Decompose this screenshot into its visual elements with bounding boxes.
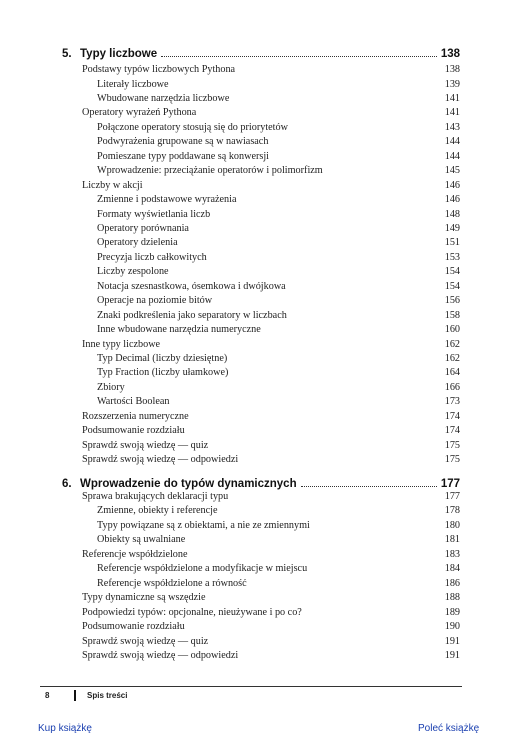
toc-entry[interactable]	[82, 548, 460, 561]
toc-entry-title: Sprawdź swoją wiedzę — odpowiedzi	[82, 650, 239, 661]
toc-entry-page: 186	[444, 577, 460, 589]
toc-entry-title: Referencje współdzielone	[82, 548, 188, 560]
toc-entry-page: 174	[444, 410, 460, 422]
chapter-number: 6.	[62, 478, 72, 490]
toc-entry-title: Podpowiedzi typów: opcjonalne, nieużywane i po co?	[82, 606, 302, 618]
toc-entry-title: Typ Fraction (liczby ułamkowe)	[97, 367, 229, 379]
toc-entry[interactable]	[97, 395, 460, 408]
toc-entry-page: 175	[444, 439, 460, 451]
dot-leader	[161, 56, 437, 57]
toc-entry-page: 174	[444, 425, 460, 437]
toc-entry[interactable]	[97, 577, 460, 590]
toc-entry-title: Sprawdź swoją wiedzę — odpowiedzi	[82, 454, 239, 466]
toc-entry-title: Formaty wyświetlania liczb	[97, 208, 211, 220]
toc-entry-page: 181	[444, 534, 460, 546]
toc-entry-title: Podwyrażenia grupowane są w nawiasach	[97, 136, 269, 148]
toc-entry[interactable]	[97, 92, 460, 105]
toc-entry-title: Typ Decimal (liczby dziesiętne)	[97, 353, 228, 364]
footer-page-number: 8	[45, 691, 50, 700]
toc-entry[interactable]	[82, 453, 460, 466]
toc-entry-title: Referencje współdzielone a modyfikacje w miejscu	[97, 563, 308, 575]
toc-entry[interactable]	[97, 222, 460, 235]
toc-entry[interactable]	[97, 193, 460, 206]
toc-entry-title: Zbiory	[97, 381, 125, 393]
toc-entry-title: Inne wbudowane narzędzia numeryczne	[97, 324, 261, 336]
toc-entry[interactable]	[82, 179, 460, 192]
toc-entry-page: 162	[444, 353, 460, 364]
chapter-number: 5.	[62, 48, 72, 60]
chapter-page: 177	[440, 478, 460, 490]
toc-entry[interactable]	[97, 309, 460, 322]
toc-entry-title: Pomieszane typy poddawane są konwersji	[97, 150, 270, 162]
toc-entry-page: 145	[444, 165, 460, 177]
toc-entry-page: 146	[444, 179, 460, 191]
toc-entry[interactable]	[82, 338, 460, 351]
chapter-title: Wprowadzenie do typów dynamicznych	[80, 478, 297, 490]
footer-rule	[40, 686, 462, 687]
chapter-page: 138	[440, 48, 460, 60]
toc-entry-page: 158	[444, 309, 460, 321]
toc-entry[interactable]	[82, 620, 460, 633]
toc-entry-title: Operacje na poziomie bitów	[97, 295, 213, 307]
toc-entry-title: Typy dynamiczne są wszędzie	[82, 592, 206, 604]
toc-entry-title: Zmienne i podstawowe wyrażenia	[97, 194, 237, 205]
toc-entry[interactable]	[82, 490, 460, 503]
toc-entry-page: 141	[444, 107, 460, 119]
toc-entry-title: Operatory dzielenia	[97, 237, 178, 249]
toc-entry-page: 149	[444, 222, 460, 234]
toc-entry-page: 139	[444, 78, 460, 90]
toc-entry[interactable]	[82, 591, 460, 604]
toc-entry-page: 164	[444, 367, 460, 379]
toc-entry-page: 151	[444, 237, 460, 249]
toc-entry-title: Referencje współdzielone a równość	[97, 577, 247, 589]
toc-entry-page: 188	[444, 592, 460, 604]
toc-entry-page: 190	[444, 621, 460, 632]
toc-entry-title: Literały liczbowe	[97, 78, 169, 90]
toc-entry-page: 191	[444, 635, 460, 647]
toc-entry[interactable]	[97, 352, 460, 365]
toc-entry[interactable]	[97, 280, 460, 293]
toc-entry-page: 160	[444, 324, 460, 336]
recommend-book-link[interactable]: Poleć książkę	[418, 723, 480, 734]
toc-entry[interactable]	[82, 410, 460, 423]
toc-entry-page: 180	[444, 519, 460, 531]
toc-entry-page: 173	[444, 396, 460, 408]
toc-entry-page: 191	[444, 650, 460, 661]
toc-entry-title: Notacja szesnastkowa, ósemkowa i dwójkowa	[97, 280, 286, 292]
toc-entry-page: 141	[444, 92, 460, 104]
toc-entry-title: Operatory porównania	[97, 222, 189, 234]
toc-entry[interactable]	[82, 635, 460, 648]
toc-entry[interactable]	[82, 106, 460, 119]
toc-entry-title: Sprawdź swoją wiedzę — quiz	[82, 635, 209, 647]
toc-entry[interactable]	[97, 533, 460, 546]
toc-entry-page: 166	[444, 381, 460, 393]
toc-entry-page: 148	[444, 208, 460, 220]
toc-entry-page: 183	[444, 548, 460, 560]
toc-entry-title: Podsumowanie rozdziału	[82, 425, 185, 437]
toc-entry[interactable]	[97, 294, 460, 307]
toc-entry-title: Podstawy typów liczbowych Pythona	[82, 64, 236, 75]
toc-entry-title: Wbudowane narzędzia liczbowe	[97, 92, 230, 104]
toc-entry[interactable]	[97, 562, 460, 575]
footer-separator	[74, 690, 76, 701]
toc-entry[interactable]	[97, 366, 460, 379]
toc-entry[interactable]	[97, 323, 460, 336]
toc-entry-title: Liczby zespolone	[97, 266, 169, 278]
toc-entry[interactable]	[82, 424, 460, 437]
toc-entry-page: 154	[444, 266, 460, 278]
toc-entry-page: 175	[444, 454, 460, 466]
toc-entry[interactable]	[97, 519, 460, 532]
toc-entry-title: Obiekty są uwalniane	[97, 534, 186, 546]
toc-entry-title: Połączone operatory stosują się do priorytetów	[97, 121, 288, 133]
toc-entry-page: 154	[444, 280, 460, 292]
toc-entry[interactable]	[82, 63, 460, 76]
toc-entry[interactable]	[97, 208, 460, 221]
toc-entry-title: Rozszerzenia numeryczne	[82, 410, 189, 422]
toc-entry[interactable]	[97, 236, 460, 249]
toc-entry-title: Podsumowanie rozdziału	[82, 621, 185, 632]
toc-entry[interactable]	[97, 121, 460, 134]
toc-entry-title: Typy powiązane są z obiektami, a nie ze zmiennymi	[97, 519, 310, 531]
toc-entry[interactable]	[97, 381, 460, 394]
toc-entry-title: Operatory wyrażeń Pythona	[82, 107, 197, 119]
toc-entry-title: Precyzja liczb całkowitych	[97, 251, 207, 263]
toc-entry-title: Liczby w akcji	[82, 179, 143, 191]
toc-entry-page: 156	[444, 295, 460, 307]
toc-entry-page: 189	[444, 606, 460, 618]
chapter-heading[interactable]	[62, 474, 460, 490]
toc-entry-title: Znaki podkreślenia jako separatory w liczbach	[97, 309, 287, 321]
toc-entry-title: Wprowadzenie: przeciążanie operatorów i polimorfizm	[97, 165, 323, 177]
toc-entry[interactable]	[97, 135, 460, 148]
toc-entry-page: 146	[444, 194, 460, 205]
toc-entry-page: 162	[444, 338, 460, 350]
toc-entry-page: 184	[444, 563, 460, 575]
toc-entry-title: Sprawdź swoją wiedzę — quiz	[82, 439, 209, 451]
toc-entry-page: 138	[444, 64, 460, 75]
toc-entry-page: 178	[444, 505, 460, 517]
toc-entry[interactable]	[82, 649, 460, 662]
toc-entry-title: Wartości Boolean	[97, 396, 170, 408]
chapter-title: Typy liczbowe	[80, 48, 158, 60]
toc-entry[interactable]	[97, 164, 460, 177]
buy-book-link[interactable]: Kup książkę	[38, 723, 92, 734]
chapter-heading[interactable]	[62, 44, 460, 60]
toc-entry[interactable]	[82, 439, 460, 452]
toc-entry[interactable]	[97, 150, 460, 163]
toc-entry[interactable]	[97, 78, 460, 91]
toc-entry-page: 144	[444, 136, 460, 148]
toc-entry-page: 143	[444, 121, 460, 133]
toc-entry[interactable]	[97, 504, 460, 517]
toc-entry-title: Inne typy liczbowe	[82, 338, 161, 350]
toc-entry-page: 144	[444, 150, 460, 162]
toc-entry-title: Zmienne, obiekty i referencje	[97, 505, 218, 517]
toc-entry-page: 153	[444, 251, 460, 263]
toc-entry-page: 177	[444, 491, 460, 502]
toc-entry[interactable]	[97, 265, 460, 278]
dot-leader	[301, 486, 437, 487]
toc-entry-title: Sprawa brakujących deklaracji typu	[82, 491, 229, 502]
toc-entry[interactable]	[97, 251, 460, 264]
toc-entry[interactable]	[82, 606, 460, 619]
footer-section-title: Spis treści	[87, 691, 128, 700]
